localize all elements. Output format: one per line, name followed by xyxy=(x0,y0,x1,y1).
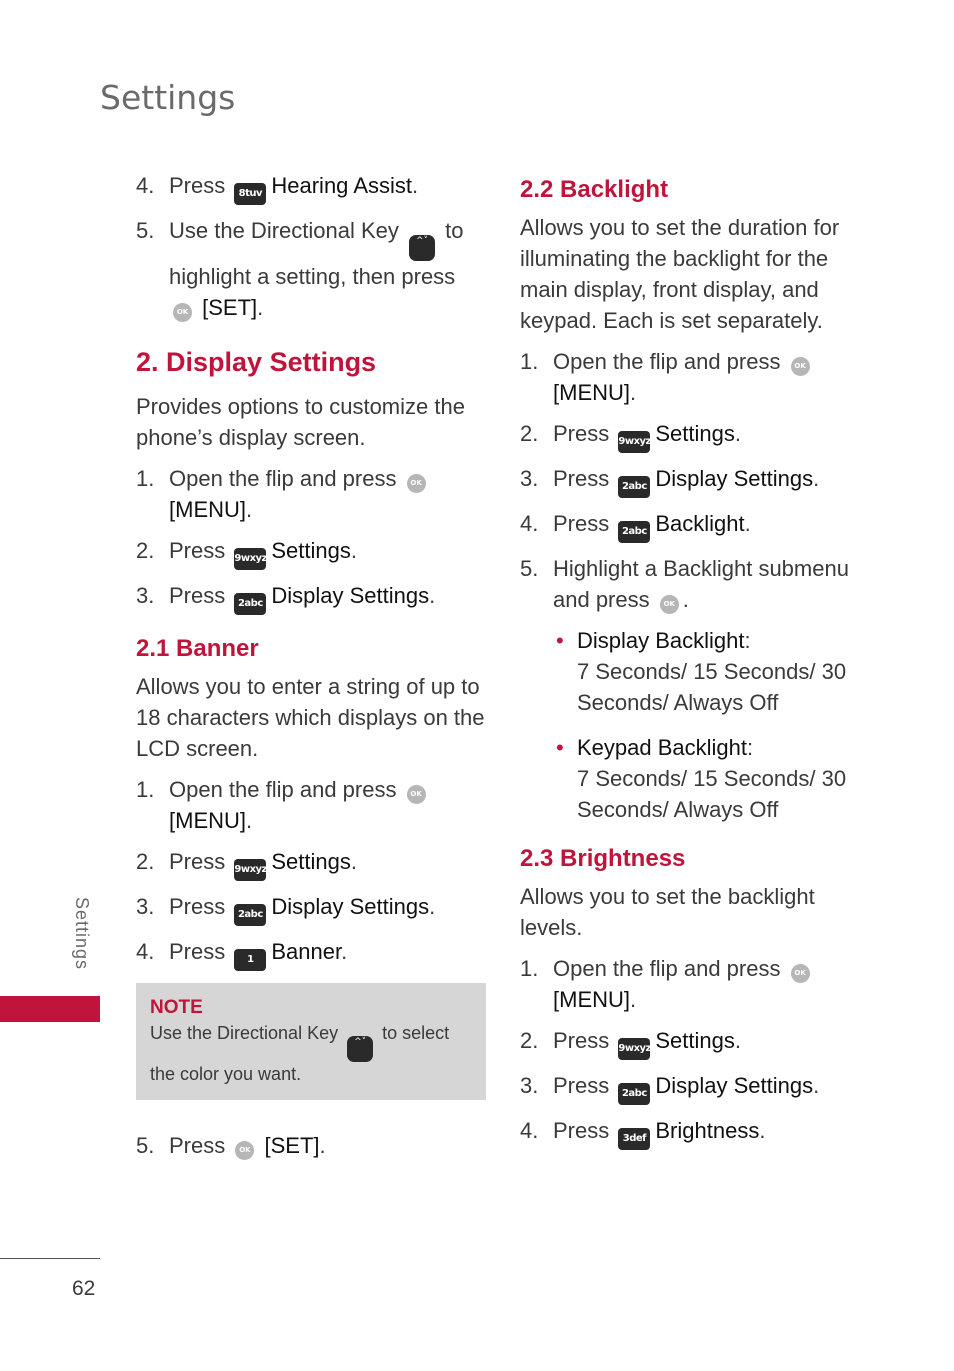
punct: . xyxy=(744,511,751,536)
step-text: Open the flip and press xyxy=(553,349,781,374)
menu-name: Display Settings xyxy=(655,1073,814,1098)
left-column xyxy=(136,170,486,1171)
menu-name: Display Settings xyxy=(271,583,430,608)
step-directional-key xyxy=(136,215,486,323)
step-text: Press xyxy=(553,1073,610,1098)
punct: . xyxy=(341,939,348,964)
punct: . xyxy=(350,538,357,563)
step xyxy=(520,953,880,1015)
step xyxy=(520,418,880,453)
menu-name: Settings xyxy=(271,849,351,874)
step-number: 5. xyxy=(520,556,539,581)
step-number: 2. xyxy=(136,538,155,563)
ok-key-icon: OK xyxy=(791,357,810,376)
note-text: to select the color you want. xyxy=(150,1023,450,1084)
punct: . xyxy=(734,421,741,446)
menu-name: Banner xyxy=(271,939,342,964)
step-text: Press xyxy=(169,939,226,964)
step xyxy=(136,846,486,881)
menu-name: [SET] xyxy=(202,295,258,320)
step xyxy=(136,1130,486,1161)
step xyxy=(136,580,486,615)
menu-name: Settings xyxy=(271,538,351,563)
punct: : xyxy=(747,735,754,760)
menu-name: Display Settings xyxy=(271,894,430,919)
step-text: Press xyxy=(553,1028,610,1053)
section-description: Allows you to set the duration for illuminating the backlight for the main display, front display, and keypad. Each is set separately. xyxy=(520,215,840,333)
step-text: Use the Directional Key xyxy=(169,218,399,243)
directional-key-icon: ^˅ xyxy=(409,235,435,261)
step xyxy=(520,463,880,498)
bullet-display-backlight xyxy=(520,625,880,718)
step-text: Press xyxy=(553,466,610,491)
punct: . xyxy=(429,583,436,608)
step-number: 3. xyxy=(520,1073,539,1098)
menu-name: [MENU] xyxy=(169,497,246,522)
menu-name: [MENU] xyxy=(553,380,630,405)
step-text: Press xyxy=(169,583,226,608)
key-9-icon: 9wxyz xyxy=(618,431,650,453)
section-description: Allows you to set the backlight levels. xyxy=(520,884,815,940)
step-text: Press xyxy=(553,421,610,446)
step xyxy=(520,346,880,408)
section-description: Allows you to enter a string of up to 18 characters which displays on the LCD screen. xyxy=(136,674,485,761)
punct: . xyxy=(682,587,689,612)
key-2-icon: 2abc xyxy=(618,1083,650,1105)
key-2-icon: 2abc xyxy=(234,904,266,926)
section-heading-banner: 2.1 Banner xyxy=(136,635,259,662)
footer-rule xyxy=(0,1258,100,1259)
page-number: 62 xyxy=(72,1277,96,1300)
punct: . xyxy=(319,1133,326,1158)
step-number: 1. xyxy=(520,349,539,374)
punct: . xyxy=(813,1073,820,1098)
step-text: Press xyxy=(169,1133,226,1158)
bullet-options: 7 Seconds/ 15 Seconds/ 30 Seconds/ Always Off xyxy=(577,659,847,715)
menu-name: Settings xyxy=(655,421,735,446)
step-text: Press xyxy=(553,1118,610,1143)
step-text: Press xyxy=(169,849,226,874)
step xyxy=(520,553,880,615)
step-number: 2. xyxy=(520,421,539,446)
menu-name: Brightness xyxy=(655,1118,760,1143)
key-2-icon: 2abc xyxy=(234,593,266,615)
step-text: Press xyxy=(169,894,226,919)
step xyxy=(520,1070,880,1105)
key-9-icon: 9wxyz xyxy=(234,548,266,570)
menu-name: Settings xyxy=(655,1028,735,1053)
side-section-label: Settings xyxy=(72,897,92,971)
step-text: Press xyxy=(169,538,226,563)
step-text: Open the flip and press xyxy=(169,777,397,802)
step-number: 3. xyxy=(520,466,539,491)
step-text: to highlight a setting, then press xyxy=(169,218,464,289)
punct: . xyxy=(759,1118,766,1143)
step-number: 3. xyxy=(136,894,155,919)
ok-key-icon: OK xyxy=(407,474,426,493)
bullet-dot-icon: • xyxy=(556,735,564,760)
step-number: 1. xyxy=(136,777,155,802)
right-column xyxy=(520,170,880,1160)
step-number: 2. xyxy=(520,1028,539,1053)
menu-name: [MENU] xyxy=(553,987,630,1012)
step xyxy=(136,463,486,525)
ok-key-icon: OK xyxy=(407,785,426,804)
punct: : xyxy=(744,628,751,653)
key-9-icon: 9wxyz xyxy=(234,859,266,881)
note-title: NOTE xyxy=(150,997,203,1018)
ok-key-icon: OK xyxy=(660,595,679,614)
punct: . xyxy=(630,987,637,1012)
step-text: Press xyxy=(553,511,610,536)
step-number: 5. xyxy=(136,1133,155,1158)
step-text: Open the flip and press xyxy=(169,466,397,491)
punct: . xyxy=(734,1028,741,1053)
key-2-icon: 2abc xyxy=(618,521,650,543)
step-number: 4. xyxy=(520,1118,539,1143)
menu-name: Display Settings xyxy=(655,466,814,491)
punct: . xyxy=(412,173,419,198)
key-9-icon: 9wxyz xyxy=(618,1038,650,1060)
step xyxy=(520,1025,880,1060)
step-number: 5. xyxy=(136,218,155,243)
key-3-icon: 3def xyxy=(618,1128,650,1150)
step xyxy=(520,508,880,543)
step xyxy=(136,535,486,570)
ok-key-icon: OK xyxy=(235,1141,254,1160)
punct: . xyxy=(350,849,357,874)
key-8-icon: 8tuv xyxy=(234,183,266,205)
menu-name: Hearing Assist xyxy=(271,173,412,198)
menu-name: [MENU] xyxy=(169,808,246,833)
step-number: 1. xyxy=(136,466,155,491)
ok-key-icon: OK xyxy=(791,964,810,983)
punct: . xyxy=(246,808,253,833)
bullet-keypad-backlight xyxy=(520,732,880,825)
key-2-icon: 2abc xyxy=(618,476,650,498)
ok-key-icon: OK xyxy=(173,303,192,322)
section-heading-brightness: 2.3 Brightness xyxy=(520,845,686,872)
step xyxy=(136,774,486,836)
step-number: 2. xyxy=(136,849,155,874)
section-description: Provides options to customize the phone’s display screen. xyxy=(136,394,465,450)
note-text: Use the Directional Key xyxy=(150,1023,339,1043)
menu-name: [SET] xyxy=(264,1133,320,1158)
step-number: 4. xyxy=(136,173,155,198)
section-heading-backlight: 2.2 Backlight xyxy=(520,176,669,203)
bullet-title: Keypad Backlight xyxy=(577,735,747,760)
bullet-options: 7 Seconds/ 15 Seconds/ 30 Seconds/ Always Off xyxy=(577,766,847,822)
side-tab-marker xyxy=(0,996,100,1022)
key-1-icon: 1 xyxy=(234,949,266,971)
step xyxy=(520,1115,880,1150)
step xyxy=(136,891,486,926)
step-number: 3. xyxy=(136,583,155,608)
step-number: 4. xyxy=(520,511,539,536)
punct: . xyxy=(246,497,253,522)
step xyxy=(136,936,486,971)
directional-key-icon: ^˅ xyxy=(347,1036,373,1062)
step-text: Highlight a Backlight submenu and press xyxy=(553,556,849,612)
step-hearing-assist xyxy=(136,170,486,205)
section-heading-display-settings: 2. Display Settings xyxy=(136,347,377,377)
step-text: Press xyxy=(169,173,226,198)
punct: . xyxy=(813,466,820,491)
step-number: 4. xyxy=(136,939,155,964)
step-number: 1. xyxy=(520,956,539,981)
punct: . xyxy=(257,295,264,320)
note-box xyxy=(136,983,486,1100)
page-title: Settings xyxy=(100,78,236,117)
bullet-dot-icon: • xyxy=(556,628,564,653)
menu-name: Backlight xyxy=(655,511,745,536)
punct: . xyxy=(429,894,436,919)
step-text: Open the flip and press xyxy=(553,956,781,981)
bullet-title: Display Backlight xyxy=(577,628,745,653)
punct: . xyxy=(630,380,637,405)
